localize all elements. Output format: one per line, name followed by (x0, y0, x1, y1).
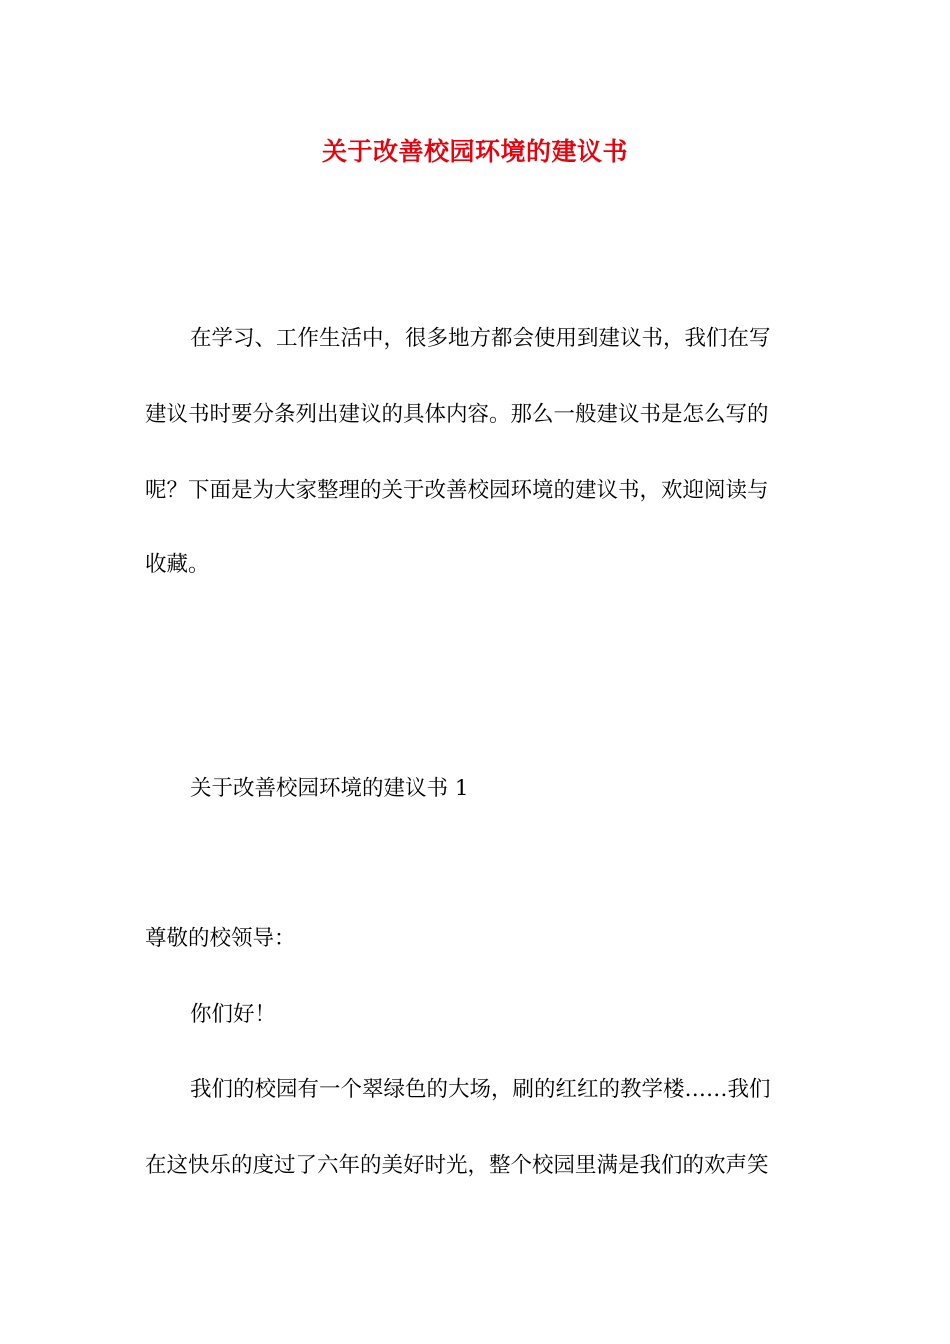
intro-line-3: 呢？下面是为大家整理的关于改善校园环境的建议书，欢迎阅读与 (145, 478, 769, 503)
document-title: 关于改善校园环境的建议书 (321, 137, 628, 166)
body-line-1: 我们的校园有一个翠绿色的大场，刷的红红的教学楼……我们 (190, 1077, 771, 1102)
greeting: 你们好！ (190, 1002, 277, 1027)
intro-line-1: 在学习、工作生活中，很多地方都会使用到建议书，我们在写 (190, 326, 771, 351)
salutation: 尊敬的校领导： (145, 926, 296, 951)
body-line-2: 在这快乐的度过了六年的美好时光，整个校园里满是我们的欢声笑 (145, 1153, 769, 1178)
intro-line-4: 收藏。 (145, 552, 210, 577)
section-heading: 关于改善校园环境的建议书 1 (190, 776, 469, 801)
intro-line-2: 建议书时要分条列出建议的具体内容。那么一般建议书是怎么写的 (145, 402, 769, 427)
